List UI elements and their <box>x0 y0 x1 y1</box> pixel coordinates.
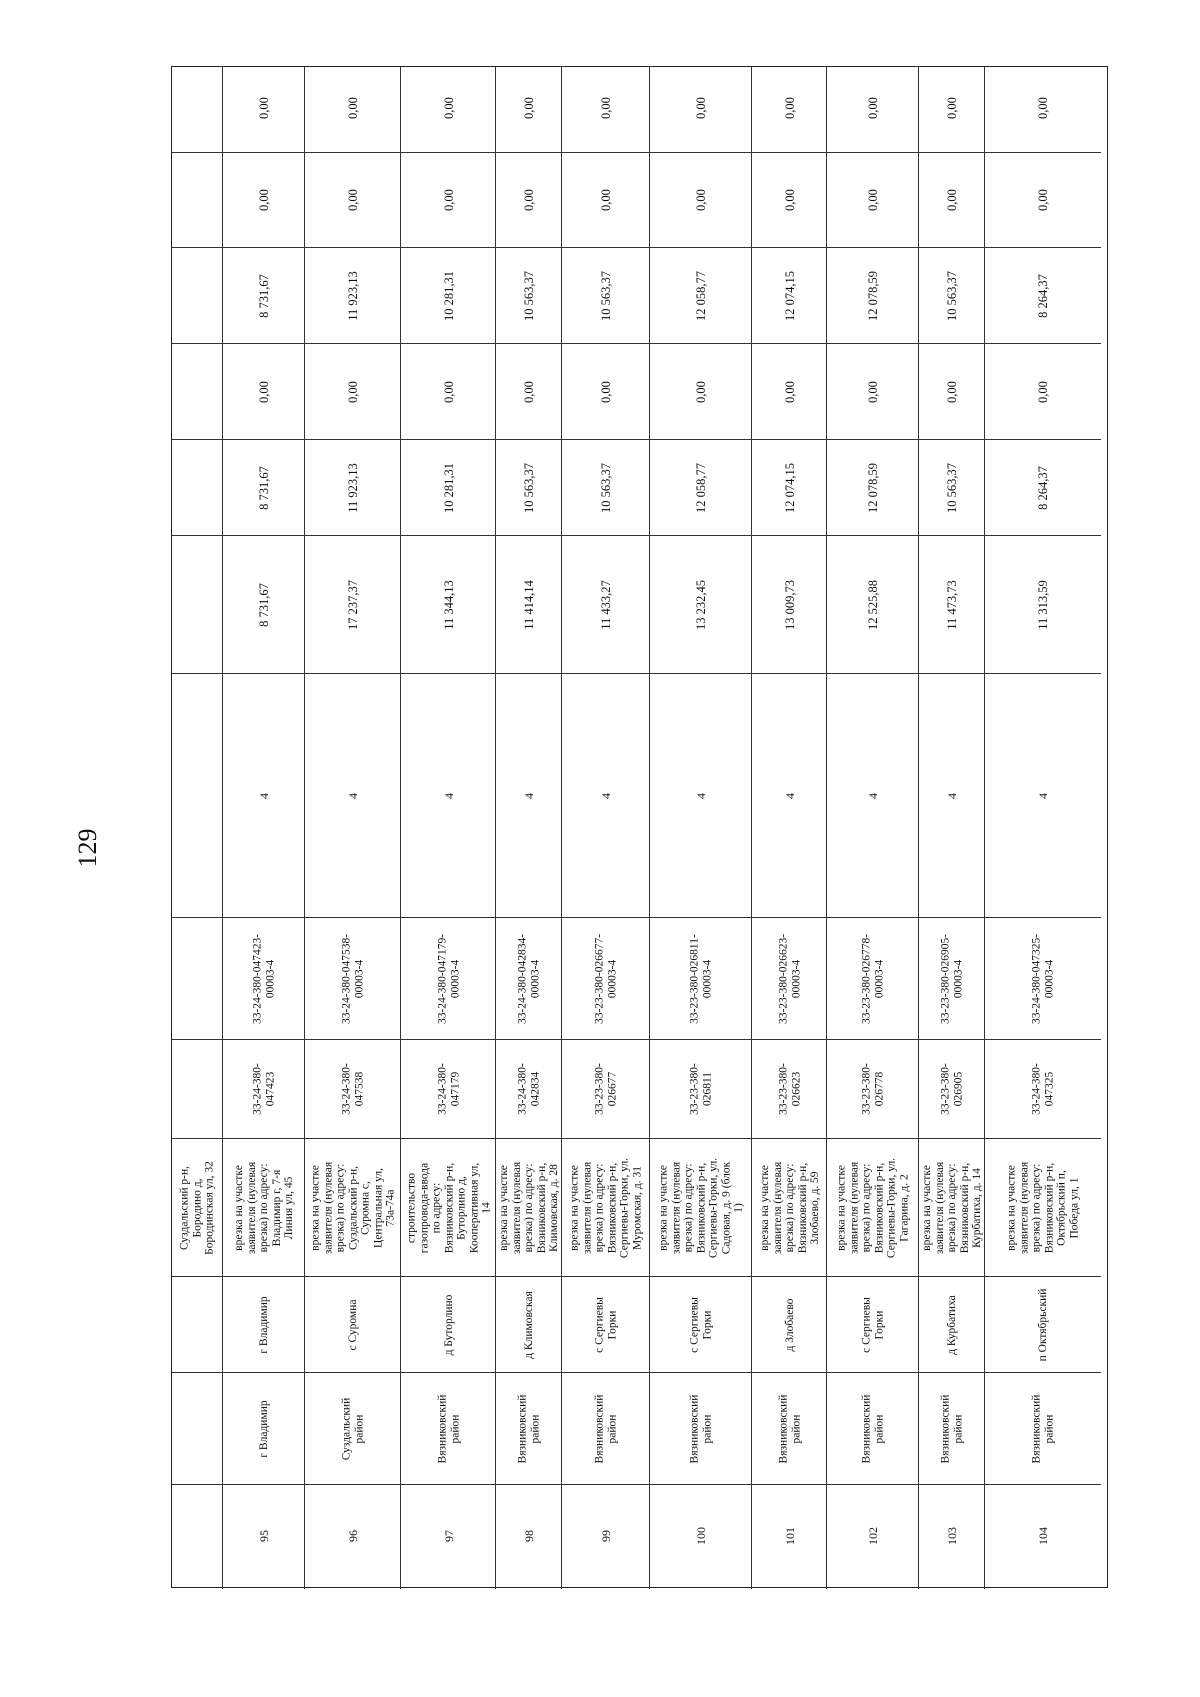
cell-row-number <box>496 1484 562 1586</box>
cell-value-6-text: 0,00 <box>598 97 613 119</box>
cell-value-2 <box>752 439 827 535</box>
cell-value-6 <box>562 64 650 152</box>
cell-value-1-text: 11 344,13 <box>441 579 456 630</box>
cell-district-text: Вязниковский район <box>436 1394 461 1463</box>
cell-row-number <box>985 1484 1101 1586</box>
cell-application-number-text: 33-24-380- 047325 <box>1030 1063 1055 1115</box>
cell-application-number-text: 33-23-380- 026811 <box>688 1063 713 1115</box>
cell-value-4 <box>562 247 650 343</box>
cell-category <box>401 673 496 917</box>
cell-value-4 <box>919 247 985 343</box>
cell-value-3 <box>496 343 562 439</box>
cell-district-text: Вязниковский район <box>777 1394 802 1463</box>
cell-value-6-text: 0,00 <box>782 97 797 119</box>
cell-value-3 <box>919 343 985 439</box>
cell-row-number <box>401 1484 496 1586</box>
cell-value-6 <box>305 64 401 152</box>
cell-district-text: Вязниковский район <box>1030 1394 1055 1463</box>
cell-value-1 <box>985 535 1101 673</box>
cell-value-1 <box>919 535 985 673</box>
cell-value-4-text: 10 281,31 <box>441 270 456 321</box>
cell-object-id-text: 33-23-380-026905- 00003-4 <box>939 933 964 1024</box>
cell-row-number-text: 96 <box>345 1529 360 1542</box>
cell-locality <box>305 1276 401 1372</box>
cell-object-id <box>985 917 1101 1039</box>
cell-district-text: Вязниковский район <box>688 1394 713 1463</box>
cell-category <box>223 673 305 917</box>
cell-district <box>827 1372 919 1484</box>
cell-category-text: 4 <box>944 792 959 799</box>
cell-value-5 <box>827 152 919 247</box>
cell-row-number-text: 102 <box>865 1526 880 1545</box>
table-row <box>495 67 561 1589</box>
cell-object-id-text: 33-24-380-047538- 00003-4 <box>340 933 365 1024</box>
cell-value-5-text: 0,00 <box>345 189 360 211</box>
cell-description-text: врезка на участке заявителя (нулевая врезка) по адресу: Вязниковский р-н, Злобаево, д. 59 <box>758 1161 821 1254</box>
cell-object-id <box>752 917 827 1039</box>
cell-value-3-text: 0,00 <box>782 380 797 403</box>
cell-description <box>496 1138 562 1276</box>
cell-value-1 <box>752 535 827 673</box>
cell-value-3-text: 0,00 <box>441 380 456 403</box>
cell-value-2-text: 10 563,37 <box>944 462 959 513</box>
cell-value-1-text: 13 009,73 <box>782 579 797 630</box>
cell-value-1-text: 11 414,14 <box>521 579 536 630</box>
cell-value-6 <box>401 64 496 152</box>
cell-description <box>650 1138 752 1276</box>
cell-value-6-text: 0,00 <box>944 97 959 119</box>
cell-value-3-text: 0,00 <box>944 380 959 403</box>
cell-category <box>985 673 1101 917</box>
cell-description-text: врезка на участке заявителя (нулевая врезка) по адресу: Вязниковский р-н, Сергиевы-Горки, ул. Муромская, д. 31 <box>568 1157 643 1258</box>
cell-value-6 <box>752 64 827 152</box>
cell-value-1 <box>496 535 562 673</box>
cell-row-number <box>650 1484 752 1586</box>
cell-category-text: 4 <box>521 792 536 799</box>
cell-value-1 <box>401 535 496 673</box>
cell-locality-text: г Владимир <box>257 1295 270 1354</box>
cell-description <box>223 1138 305 1276</box>
cell-value-5-text: 0,00 <box>782 189 797 211</box>
cell-description <box>827 1138 919 1276</box>
cell-locality <box>223 1276 305 1372</box>
cell-locality-text: с Сергиевы Горки <box>860 1296 885 1353</box>
cell-value-5-text: 0,00 <box>441 189 456 211</box>
cell-object-id-text: 33-24-380-047325- 00003-4 <box>1030 933 1055 1024</box>
cell-district <box>985 1372 1101 1484</box>
cell-row-number <box>919 1484 985 1586</box>
cell-value-5 <box>650 152 752 247</box>
cell-value-1-text: 11 473,73 <box>944 579 959 630</box>
cell-value-5 <box>305 152 401 247</box>
cell-application-number-text: 33-24-380- 042834 <box>516 1063 541 1115</box>
cell-application-number <box>919 1039 985 1138</box>
cell-row-number-text: 101 <box>782 1526 797 1545</box>
cell-application-number <box>985 1039 1101 1138</box>
cell-category-text: 4 <box>865 792 880 799</box>
cell-value-3-text: 0,00 <box>693 380 708 403</box>
cell-locality <box>650 1276 752 1372</box>
cell-locality-text: с Суромна <box>346 1299 359 1350</box>
cell-value-5 <box>752 152 827 247</box>
cell-application-number <box>827 1039 919 1138</box>
table-row <box>826 67 918 1589</box>
cell-object-id-text: 33-24-380-047423- 00003-4 <box>251 933 276 1024</box>
data-table <box>171 66 1108 1588</box>
cell-object-id-text: 33-23-380-026811- 00003-4 <box>688 933 713 1024</box>
cell-category <box>752 673 827 917</box>
cell-object-id <box>223 917 305 1039</box>
cell-row-number <box>223 1484 305 1586</box>
cell-locality <box>496 1276 562 1372</box>
cell-application-number <box>223 1039 305 1138</box>
cell-category-text: 4 <box>256 792 271 799</box>
cell-category-text: 4 <box>693 792 708 799</box>
table-row <box>304 67 400 1589</box>
cell-object-id-text: 33-24-380-047179- 00003-4 <box>436 933 461 1024</box>
cell-locality <box>562 1276 650 1372</box>
cell-value-4-text: 8 731,67 <box>256 273 271 318</box>
cell-value-1 <box>562 535 650 673</box>
cell-object-id <box>172 917 222 1039</box>
cell-value-4 <box>223 247 305 343</box>
cell-row-number-text: 104 <box>1035 1526 1050 1545</box>
cell-description <box>752 1138 827 1276</box>
cell-value-2 <box>496 439 562 535</box>
cell-value-6 <box>650 64 752 152</box>
cell-value-5 <box>985 152 1101 247</box>
cell-row-number <box>172 1484 222 1586</box>
cell-object-id <box>562 917 650 1039</box>
table-row <box>222 67 304 1589</box>
cell-application-number <box>496 1039 562 1138</box>
cell-value-3 <box>562 343 650 439</box>
cell-value-2 <box>827 439 919 535</box>
cell-value-6-text: 0,00 <box>345 97 360 119</box>
table-row <box>751 67 826 1589</box>
cell-value-4 <box>172 247 222 343</box>
cell-district-text: Вязниковский район <box>939 1394 964 1463</box>
cell-value-2 <box>223 439 305 535</box>
cell-category-text: 4 <box>598 792 613 799</box>
cell-district-text: Вязниковский район <box>516 1394 541 1463</box>
cell-category-text: 4 <box>345 792 360 799</box>
cell-district <box>496 1372 562 1484</box>
cell-application-number-text: 33-23-380- 026905 <box>939 1063 964 1115</box>
cell-category <box>305 673 401 917</box>
cell-value-2-text: 12 078,59 <box>865 462 880 513</box>
cell-value-4-text: 12 058,77 <box>693 270 708 321</box>
cell-value-3-text: 0,00 <box>521 380 536 403</box>
cell-value-5 <box>496 152 562 247</box>
cell-district <box>650 1372 752 1484</box>
cell-category-text: 4 <box>782 792 797 799</box>
cell-value-5 <box>919 152 985 247</box>
cell-value-3 <box>752 343 827 439</box>
table-header-row <box>172 67 222 1589</box>
cell-application-number <box>650 1039 752 1138</box>
cell-value-2-text: 10 563,37 <box>521 462 536 513</box>
cell-row-number-text: 103 <box>944 1526 959 1545</box>
cell-application-number-text: 33-23-380- 026623 <box>777 1063 802 1115</box>
cell-value-4 <box>752 247 827 343</box>
cell-district-text: Вязниковский район <box>860 1394 885 1463</box>
cell-application-number <box>305 1039 401 1138</box>
page-number: 129 <box>73 828 102 868</box>
cell-application-number <box>401 1039 496 1138</box>
cell-value-1 <box>223 535 305 673</box>
cell-application-number <box>752 1039 827 1138</box>
cell-district-text: Вязниковский район <box>593 1394 618 1463</box>
table-row <box>400 67 495 1589</box>
cell-value-4-text: 10 563,37 <box>944 270 959 321</box>
cell-value-6 <box>223 64 305 152</box>
cell-value-4 <box>305 247 401 343</box>
cell-category <box>919 673 985 917</box>
cell-description <box>985 1138 1101 1276</box>
cell-category <box>172 673 222 917</box>
cell-value-1 <box>827 535 919 673</box>
cell-description-text: врезка на участке заявителя (нулевая врезка) по адресу: Владимир г, 7-я Линия ул, 45 <box>232 1161 295 1254</box>
cell-description-text: врезка на участке заявителя (нулевая врезка) по адресу: Вязниковский р-н, Сергиевы-Горки, ул. Садовая, д. 9 (блок 1) <box>657 1157 745 1258</box>
cell-description <box>562 1138 650 1276</box>
cell-value-6-text: 0,00 <box>693 97 708 119</box>
cell-row-number-text: 100 <box>693 1526 708 1545</box>
cell-district <box>223 1372 305 1484</box>
cell-value-6 <box>496 64 562 152</box>
cell-value-3-text: 0,00 <box>598 380 613 403</box>
cell-object-id <box>827 917 919 1039</box>
cell-district <box>401 1372 496 1484</box>
cell-value-6-text: 0,00 <box>865 97 880 119</box>
cell-locality-text: д Климовская <box>522 1290 535 1359</box>
cell-value-1 <box>172 535 222 673</box>
cell-value-2-text: 10 563,37 <box>598 462 613 513</box>
cell-application-number-text: 33-23-380- 026778 <box>860 1063 885 1115</box>
cell-value-5 <box>562 152 650 247</box>
cell-application-number-text: 33-24-380- 047538 <box>340 1063 365 1115</box>
cell-value-6-text: 0,00 <box>256 97 271 119</box>
cell-value-2 <box>401 439 496 535</box>
cell-value-4-text: 8 264,37 <box>1035 273 1050 318</box>
cell-row-number <box>752 1484 827 1586</box>
table-row <box>649 67 751 1589</box>
cell-value-3-text: 0,00 <box>256 380 271 403</box>
cell-value-1-text: 12 525,88 <box>865 579 880 630</box>
cell-value-2 <box>305 439 401 535</box>
cell-value-1 <box>650 535 752 673</box>
cell-value-2 <box>919 439 985 535</box>
cell-value-6-text: 0,00 <box>1035 97 1050 119</box>
cell-value-2 <box>562 439 650 535</box>
cell-value-5-text: 0,00 <box>256 189 271 211</box>
cell-value-2-text: 8 731,67 <box>256 465 271 510</box>
cell-district <box>562 1372 650 1484</box>
cell-locality-text: с Сергиевы Горки <box>593 1296 618 1353</box>
cell-value-3 <box>305 343 401 439</box>
cell-locality <box>401 1276 496 1372</box>
cell-value-5-text: 0,00 <box>521 189 536 211</box>
cell-category-text: 4 <box>1035 792 1050 799</box>
cell-value-1-text: 8 731,67 <box>256 582 271 627</box>
cell-value-3-text: 0,00 <box>345 380 360 403</box>
cell-value-4-text: 10 563,37 <box>598 270 613 321</box>
cell-locality-text: д Злобаево <box>783 1298 796 1351</box>
cell-value-2 <box>172 439 222 535</box>
cell-value-5-text: 0,00 <box>1035 189 1050 211</box>
cell-value-6 <box>985 64 1101 152</box>
cell-value-6 <box>172 64 222 152</box>
cell-district-text: г Владимир <box>257 1399 270 1458</box>
cell-value-4 <box>496 247 562 343</box>
cell-value-2-text: 12 058,77 <box>693 462 708 513</box>
cell-category-text: 4 <box>441 792 456 799</box>
cell-value-4 <box>985 247 1101 343</box>
cell-category <box>496 673 562 917</box>
cell-row-number-text: 97 <box>441 1529 456 1542</box>
cell-value-5-text: 0,00 <box>944 189 959 211</box>
cell-value-2 <box>650 439 752 535</box>
cell-application-number-text: 33-24-380- 047423 <box>251 1063 276 1115</box>
cell-object-id <box>919 917 985 1039</box>
cell-locality <box>752 1276 827 1372</box>
cell-object-id-text: 33-24-380-042834- 00003-4 <box>516 933 541 1024</box>
cell-category <box>827 673 919 917</box>
cell-value-4 <box>401 247 496 343</box>
cell-application-number-text: 33-24-380- 047179 <box>436 1063 461 1115</box>
cell-description-text: врезка на участке заявителя (нулевая врезка) по адресу: Вязниковский р-н, Климовская, д. 28 <box>497 1161 560 1254</box>
cell-object-id <box>401 917 496 1039</box>
cell-value-5 <box>172 152 222 247</box>
cell-row-number <box>562 1484 650 1586</box>
cell-value-3-text: 0,00 <box>865 380 880 403</box>
table-row <box>918 67 984 1589</box>
cell-description-text: врезка на участке заявителя (нулевая врезка) по адресу: Вязниковский р-н, Сергиевы-Горки, ул. Гагарина, д. 2 <box>835 1157 910 1258</box>
cell-value-5-text: 0,00 <box>693 189 708 211</box>
cell-description-text: врезка на участке заявителя (нулевая врезка) по адресу: Вязниковский р-н, Курбатиха, д. 14 <box>920 1161 983 1254</box>
cell-object-id-text: 33-23-380-026623- 00003-4 <box>777 933 802 1024</box>
cell-value-6 <box>919 64 985 152</box>
cell-district <box>172 1372 222 1484</box>
cell-description-text: Суздальский р-н, Бородино д, Бородинская ул, 32 <box>178 1160 216 1255</box>
cell-value-5-text: 0,00 <box>865 189 880 211</box>
cell-object-id <box>650 917 752 1039</box>
cell-description-text: врезка на участке заявителя (нулевая врезка) по адресу: Вязниковский р-н, Октябрьский п, Победа ул, 1 <box>1005 1161 1080 1254</box>
cell-description <box>172 1138 222 1276</box>
cell-row-number-text: 95 <box>256 1529 271 1542</box>
cell-value-1-text: 11 433,27 <box>598 579 613 630</box>
cell-value-5 <box>401 152 496 247</box>
cell-locality <box>827 1276 919 1372</box>
table-row <box>561 67 649 1589</box>
cell-value-6-text: 0,00 <box>521 97 536 119</box>
cell-value-4-text: 11 923,13 <box>345 270 360 321</box>
cell-value-2 <box>985 439 1101 535</box>
cell-value-3 <box>401 343 496 439</box>
cell-category <box>562 673 650 917</box>
cell-district-text: Суздальский район <box>340 1397 365 1460</box>
cell-locality-text: п Октябрьский <box>1036 1288 1049 1361</box>
cell-value-3 <box>650 343 752 439</box>
cell-value-4 <box>827 247 919 343</box>
cell-district <box>752 1372 827 1484</box>
cell-value-2-text: 10 281,31 <box>441 462 456 513</box>
cell-locality-text: д Курбатиха <box>945 1294 958 1355</box>
cell-row-number <box>827 1484 919 1586</box>
cell-description <box>401 1138 496 1276</box>
cell-object-id-text: 33-23-380-026677- 00003-4 <box>593 933 618 1024</box>
cell-description <box>305 1138 401 1276</box>
cell-value-3 <box>827 343 919 439</box>
cell-object-id <box>496 917 562 1039</box>
cell-value-4-text: 12 074,15 <box>782 270 797 321</box>
cell-value-1-text: 11 313,59 <box>1035 579 1050 630</box>
cell-locality <box>172 1276 222 1372</box>
cell-value-2-text: 12 074,15 <box>782 462 797 513</box>
cell-value-1 <box>305 535 401 673</box>
cell-value-5 <box>223 152 305 247</box>
cell-locality <box>919 1276 985 1372</box>
cell-district <box>305 1372 401 1484</box>
cell-category <box>650 673 752 917</box>
cell-value-3 <box>985 343 1101 439</box>
cell-value-4-text: 12 078,59 <box>865 270 880 321</box>
cell-value-1-text: 17 237,37 <box>345 579 360 630</box>
cell-application-number-text: 33-23-380- 026677 <box>593 1063 618 1115</box>
cell-locality <box>985 1276 1101 1372</box>
cell-value-6 <box>827 64 919 152</box>
cell-value-4-text: 10 563,37 <box>521 270 536 321</box>
cell-row-number-text: 99 <box>598 1529 613 1542</box>
cell-value-2-text: 11 923,13 <box>345 462 360 513</box>
cell-row-number-text: 98 <box>521 1529 536 1542</box>
cell-application-number <box>172 1039 222 1138</box>
cell-locality-text: с Сергиевы Горки <box>688 1296 713 1353</box>
cell-application-number <box>562 1039 650 1138</box>
cell-value-2-text: 8 264,37 <box>1035 465 1050 510</box>
cell-value-4 <box>650 247 752 343</box>
cell-value-5-text: 0,00 <box>598 189 613 211</box>
cell-object-id-text: 33-23-380-026778- 00003-4 <box>860 933 885 1024</box>
cell-value-3-text: 0,00 <box>1035 380 1050 403</box>
cell-object-id <box>305 917 401 1039</box>
cell-value-1-text: 13 232,45 <box>693 579 708 630</box>
cell-locality-text: д Буторлино <box>442 1294 455 1355</box>
cell-description <box>919 1138 985 1276</box>
cell-district <box>919 1372 985 1484</box>
cell-value-3 <box>172 343 222 439</box>
cell-row-number <box>305 1484 401 1586</box>
cell-description-text: строительство газопровода-ввода по адресу: Вязниковский р-н, Буторлино д, Кооперативная ул, 14 <box>404 1162 492 1253</box>
table-row <box>984 67 1100 1589</box>
cell-description-text: врезка на участке заявителя (нулевая врезка) по адресу: Суздальский р-н, Суромна с, Центральная ул, 73а-74а <box>309 1161 397 1254</box>
cell-value-3 <box>223 343 305 439</box>
cell-value-6-text: 0,00 <box>441 97 456 119</box>
